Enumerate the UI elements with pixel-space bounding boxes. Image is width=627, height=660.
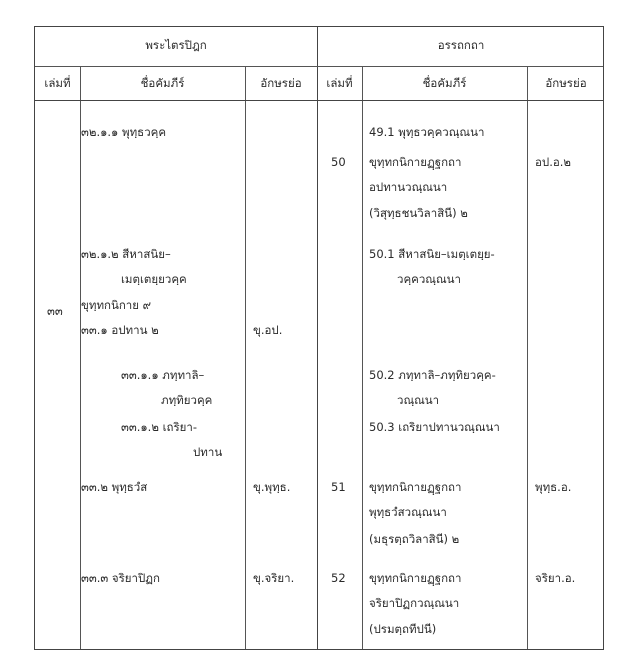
col-header-title: ชื่อคัมภีร์ xyxy=(422,76,467,90)
right-abbrev: พุทฺธ.อ. xyxy=(535,480,572,494)
right-title: พุทฺธวํสวณฺณนา xyxy=(369,505,447,519)
col-divider xyxy=(80,66,81,649)
col-divider xyxy=(362,66,363,649)
right-title: 50.2 ภทฺทาลิ–ภทฺทิยวคฺค- xyxy=(369,368,496,382)
right-title: ขุทฺทกนิกายฏฺฐกถา xyxy=(369,155,462,169)
left-title: ๓๒.๑.๒ สีหาสนิย– xyxy=(81,247,171,261)
left-title: เมตฺเตยฺยวคฺค xyxy=(121,272,187,286)
group-header-tipitaka: พระไตรปิฎก xyxy=(145,38,207,52)
right-title: (วิสุทฺธชนวิลาสินี) ๒ xyxy=(369,206,468,220)
right-volume: 52 xyxy=(331,571,346,585)
col-divider xyxy=(527,66,528,649)
col-divider xyxy=(245,66,246,649)
left-title: ๓๓.๓ จริยาปิฏก xyxy=(81,571,160,585)
left-abbrev: ขุ.พุทฺธ. xyxy=(253,480,291,494)
right-title: 49.1 พุทฺธวคฺควณฺณนา xyxy=(369,125,485,139)
right-volume: 51 xyxy=(331,480,346,494)
right-title: ขุทฺทกนิกายฏฺฐกถา xyxy=(369,571,462,585)
right-title: จริยาปิฏกวณฺณนา xyxy=(369,596,460,610)
right-title: 50.3 เถริยาปทานวณฺณนา xyxy=(369,420,500,434)
left-title: ภทฺทิยวคฺค xyxy=(161,393,213,407)
header-divider xyxy=(35,66,603,67)
group-divider xyxy=(317,27,318,649)
right-volume: 50 xyxy=(331,155,346,169)
left-title: ๓๒.๑.๑ พุทฺธวคฺค xyxy=(81,125,167,139)
left-title: ๓๓.๒ พุทฺธวํส xyxy=(81,480,148,494)
col-header-volume: เล่มที่ xyxy=(326,76,353,90)
col-header-title: ชื่อคัมภีร์ xyxy=(140,76,185,90)
right-title: 50.1 สีหาสนิย–เมตฺเตยฺย- xyxy=(369,247,495,261)
right-title: วคฺควณฺณนา xyxy=(397,272,461,286)
group-header-atthakatha: อรรถกถา xyxy=(437,38,485,52)
left-abbrev: ขุ.อป. xyxy=(253,323,283,337)
right-title: วณฺณนา xyxy=(397,393,440,407)
left-title: ขุทฺทกนิกาย ๙ xyxy=(81,298,152,312)
right-title: ขุทฺทกนิกายฏฺฐกถา xyxy=(369,480,462,494)
right-title: อปทานวณฺณนา xyxy=(369,180,448,194)
comparison-table xyxy=(34,26,604,650)
col-header-volume: เล่มที่ xyxy=(44,76,71,90)
right-title: (มธุรตฺถวิลาสินี) ๒ xyxy=(369,532,460,546)
left-title: ๓๓.๑.๒ เถริยา- xyxy=(121,420,197,434)
left-abbrev: ขุ.จริยา. xyxy=(253,571,295,585)
left-volume: ๓๓ xyxy=(47,304,63,318)
right-title: (ปรมตฺถทีปนี) xyxy=(369,622,437,636)
col-header-abbrev: อักษรย่อ xyxy=(545,76,587,90)
left-title: ปทาน xyxy=(193,445,223,459)
left-title: ๓๓.๑.๑ ภทฺทาลิ– xyxy=(121,368,205,382)
header-bottom-rule xyxy=(35,100,603,101)
left-title: ๓๓.๑ อปทาน ๒ xyxy=(81,323,159,337)
right-abbrev: อป.อ.๒ xyxy=(535,155,572,169)
right-abbrev: จริยา.อ. xyxy=(535,571,576,585)
col-header-abbrev: อักษรย่อ xyxy=(260,76,302,90)
